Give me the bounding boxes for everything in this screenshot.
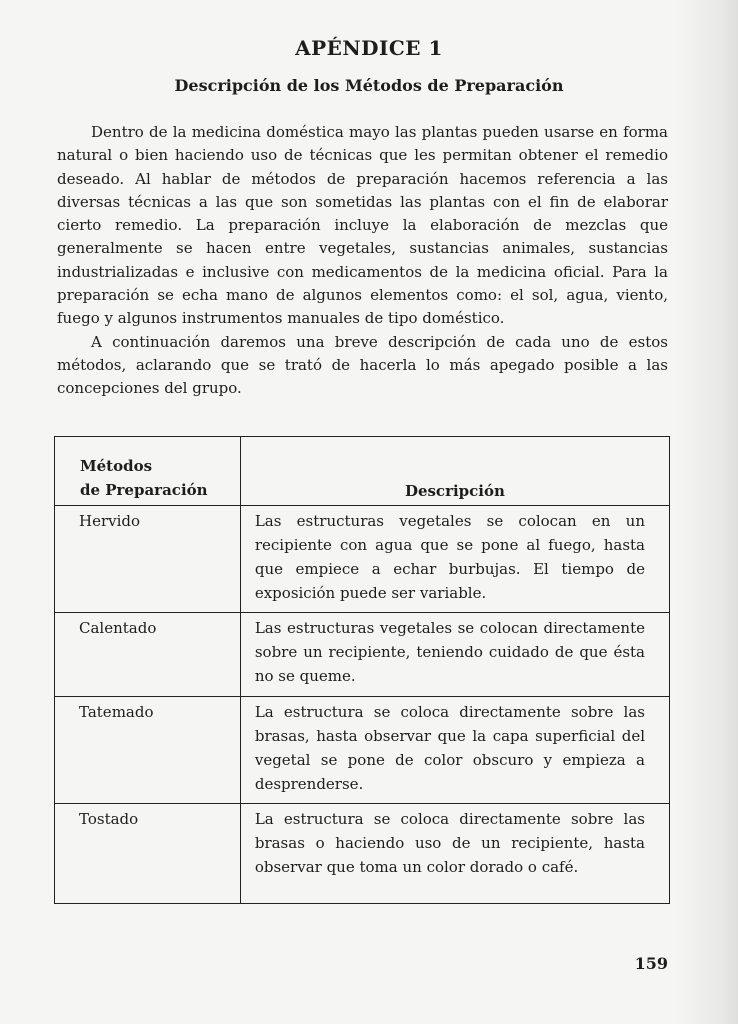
appendix-subtitle: Descripción de los Métodos de Preparación bbox=[174, 76, 564, 95]
header-methods bbox=[55, 437, 241, 506]
table-row bbox=[55, 613, 670, 697]
intro-text bbox=[57, 121, 668, 401]
method-name: Tostado bbox=[55, 804, 241, 904]
method-description: La estructura se coloca directamente sobre las brasas o haciendo uso de un recipiente, hasta observar que toma un color dorado o café. bbox=[240, 804, 669, 904]
method-description: La estructura se coloca directamente sobre las brasas, hasta observar que la capa superficial del vegetal se pone de color obscuro y empieza a desprenderse. bbox=[240, 697, 669, 804]
table-row bbox=[55, 697, 670, 804]
method-name: Tatemado bbox=[55, 697, 241, 804]
header-methods-line2: de Preparación bbox=[80, 481, 208, 499]
header-description: Descripción bbox=[240, 437, 669, 506]
table-header-row bbox=[55, 437, 670, 506]
method-description: Las estructuras vegetales se colocan en un recipiente con agua que se pone al fuego, hasta que empiece a echar burbujas. El tiempo de exposición puede ser variable. bbox=[240, 506, 669, 613]
header-methods-line1: Métodos bbox=[80, 457, 153, 475]
method-description: Las estructuras vegetales se colocan directamente sobre un recipiente, teniendo cuidado de que ésta no se queme. bbox=[240, 613, 669, 697]
table-row bbox=[55, 804, 670, 904]
intro-paragraph: A continuación daremos una breve descripción de cada uno de estos métodos, aclarando que se trató de hacerla lo más apegado posible a las concepciones del grupo. bbox=[57, 332, 668, 398]
page-edge-shadow bbox=[676, 0, 738, 1024]
appendix-title: APÉNDICE 1 bbox=[295, 36, 443, 60]
table-row bbox=[55, 506, 670, 613]
method-name: Hervido bbox=[55, 506, 241, 613]
preparation-methods-table bbox=[54, 436, 670, 904]
method-name: Calentado bbox=[55, 613, 241, 697]
intro-paragraph: Dentro de la medicina doméstica mayo las plantas pueden usarse en forma natural o bien haciendo uso de técnicas que les permitan obtener el remedio deseado. Al hablar de métodos de preparación hacemos referencia a las diversas técnicas a las que son sometidas las plantas con el fin de elaborar cierto remedio. La preparación incluye la elaboración de mezclas que generalmente se hacen entre vegetales, sustancias animales, sustancias industrializadas e inclusive con medicamentos de la medicina oficial. Para la preparación se echa mano de algunos elementos como: el sol, agua, viento, fuego y algunos instrumentos manuales de tipo doméstico. bbox=[57, 123, 668, 328]
page-number: 159 bbox=[634, 954, 668, 973]
